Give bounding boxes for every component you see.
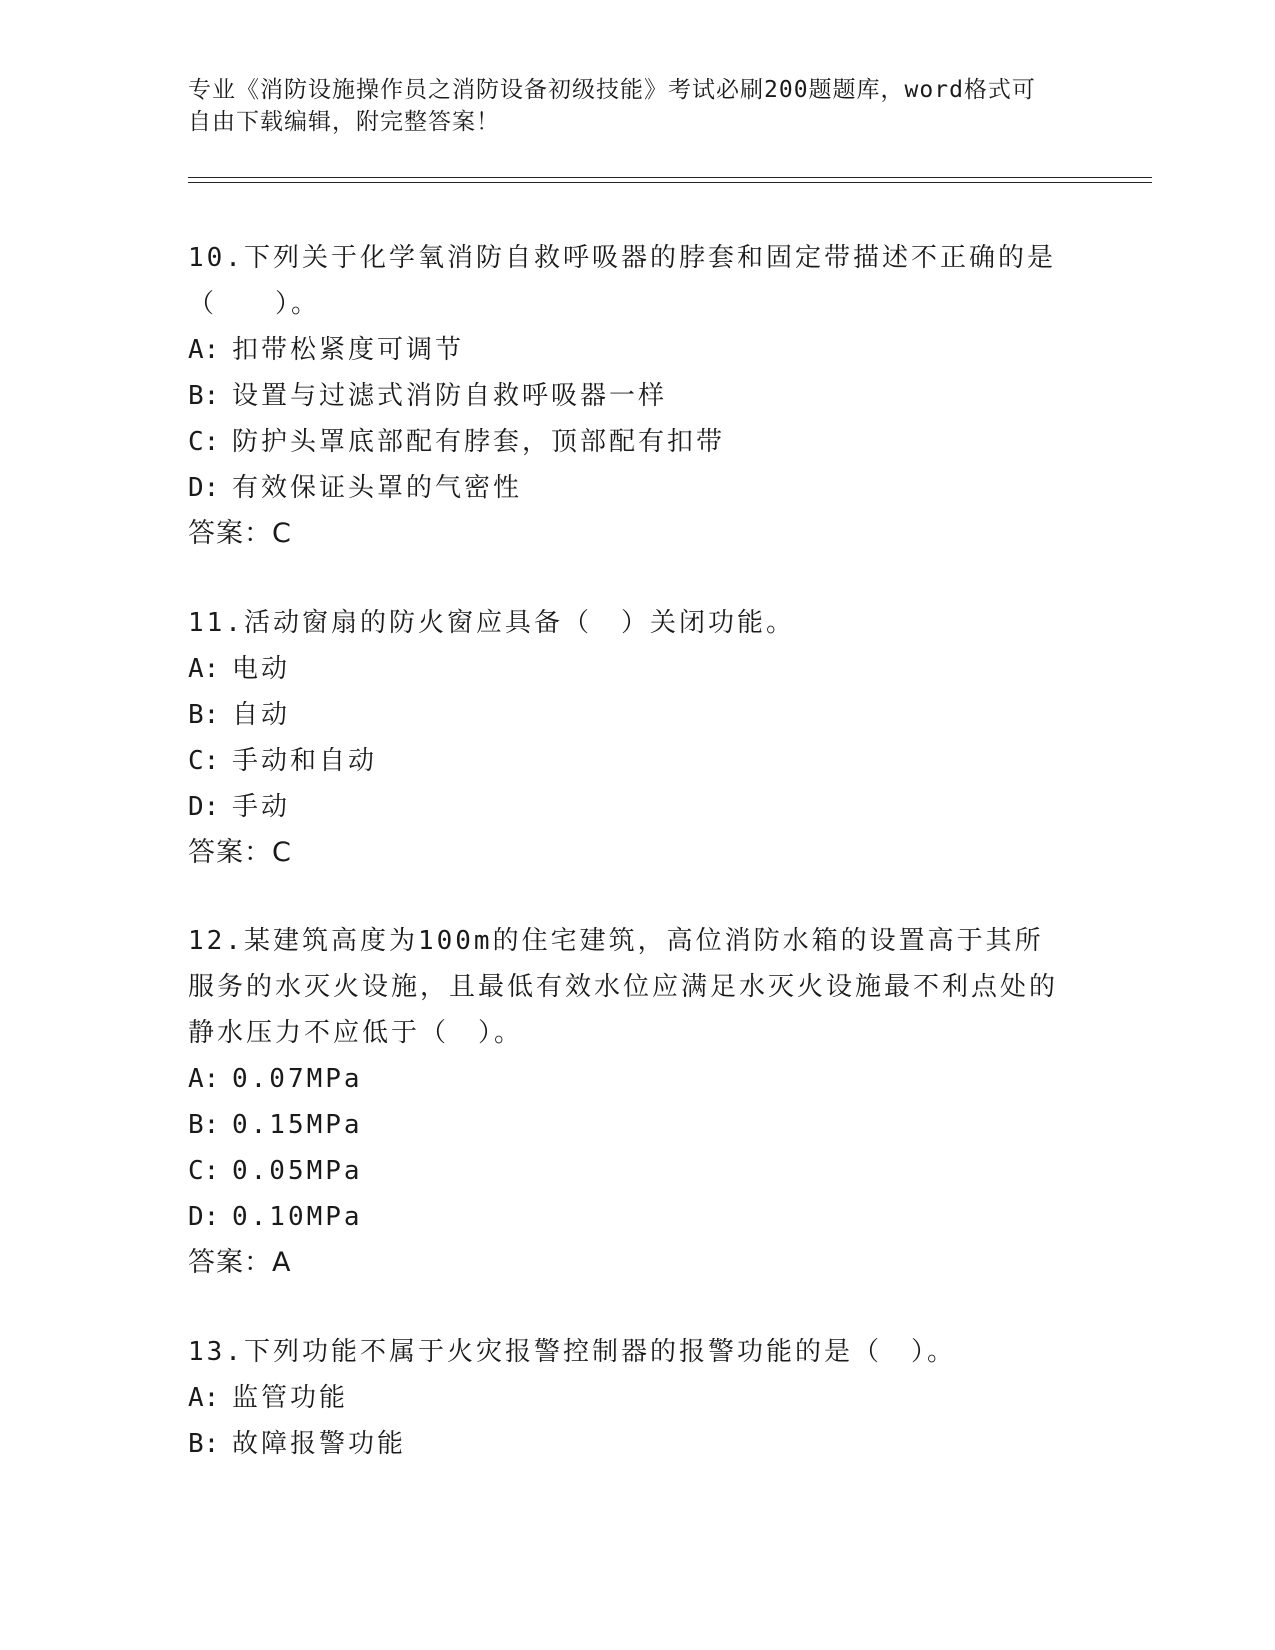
- option-b: [188, 1421, 1068, 1467]
- question-12: [188, 918, 1068, 1286]
- option-a: [188, 1375, 1068, 1421]
- option-text: 手动和自动: [232, 746, 378, 776]
- option-d: [188, 784, 1068, 830]
- option-key: B:: [188, 1429, 220, 1459]
- option-key: A:: [188, 1383, 220, 1413]
- option-text: 监管功能: [232, 1383, 349, 1413]
- document-header: [188, 74, 1088, 138]
- option-a: [188, 327, 1068, 373]
- option-text: 防护头罩底部配有脖套，顶部配有扣带: [232, 427, 726, 457]
- option-b: [188, 1102, 1068, 1148]
- option-text: 设置与过滤式消防自救呼吸器一样: [232, 381, 668, 411]
- option-key: C:: [188, 427, 220, 457]
- option-text: 电动: [232, 654, 291, 684]
- question-stem: 10.下列关于化学氧消防自救呼吸器的脖套和固定带描述不正确的是（ ）。: [188, 243, 1056, 319]
- option-b: [188, 373, 1068, 419]
- header-title-line-1: 专业《消防设施操作员之消防设备初级技能》考试必刷200题题库，word格式可: [188, 77, 1036, 103]
- header-divider-bottom: [188, 182, 1152, 183]
- header-divider-top: [188, 177, 1152, 178]
- option-text: 0.07MPa: [232, 1064, 363, 1094]
- option-key: A:: [188, 654, 220, 684]
- option-key: B:: [188, 1110, 220, 1140]
- option-b: [188, 692, 1068, 738]
- option-text: 手动: [232, 792, 291, 822]
- option-text: 扣带松紧度可调节: [232, 335, 465, 365]
- option-key: A:: [188, 1064, 220, 1094]
- option-key: D:: [188, 792, 220, 822]
- header-title-line-2: 自由下载编辑，附完整答案！: [188, 109, 500, 135]
- option-key: D:: [188, 473, 220, 503]
- option-key: C:: [188, 746, 220, 776]
- option-c: [188, 1148, 1068, 1194]
- option-c: [188, 419, 1068, 465]
- option-key: D:: [188, 1202, 220, 1232]
- question-10: [188, 235, 1068, 557]
- option-text: 故障报警功能: [232, 1429, 407, 1459]
- answer-line: 答案：C: [188, 518, 292, 549]
- answer-line: 答案：A: [188, 1247, 292, 1278]
- option-text: 0.10MPa: [232, 1202, 363, 1232]
- option-c: [188, 738, 1068, 784]
- question-stem: 13.下列功能不属于火灾报警控制器的报警功能的是（ ）。: [188, 1337, 956, 1367]
- option-key: A:: [188, 335, 220, 365]
- question-stem: 11.活动窗扇的防火窗应具备（ ）关闭功能。: [188, 608, 795, 638]
- option-a: [188, 646, 1068, 692]
- option-key: B:: [188, 381, 220, 411]
- option-text: 0.05MPa: [232, 1156, 363, 1186]
- option-text: 有效保证头罩的气密性: [232, 473, 523, 503]
- option-text: 自动: [232, 700, 291, 730]
- option-key: B:: [188, 700, 220, 730]
- option-text: 0.15MPa: [232, 1110, 363, 1140]
- option-d: [188, 465, 1068, 511]
- option-d: [188, 1194, 1068, 1240]
- question-stem: 12.某建筑高度为100m的住宅建筑，高位消防水箱的设置高于其所服务的水灭火设施，且最低有效水位应满足水灭火设施最不利点处的静水压力不应低于（ ）。: [188, 926, 1059, 1048]
- answer-line: 答案：C: [188, 837, 292, 868]
- question-13: [188, 1329, 1068, 1467]
- option-key: C:: [188, 1156, 220, 1186]
- option-a: [188, 1056, 1068, 1102]
- question-11: [188, 600, 1068, 876]
